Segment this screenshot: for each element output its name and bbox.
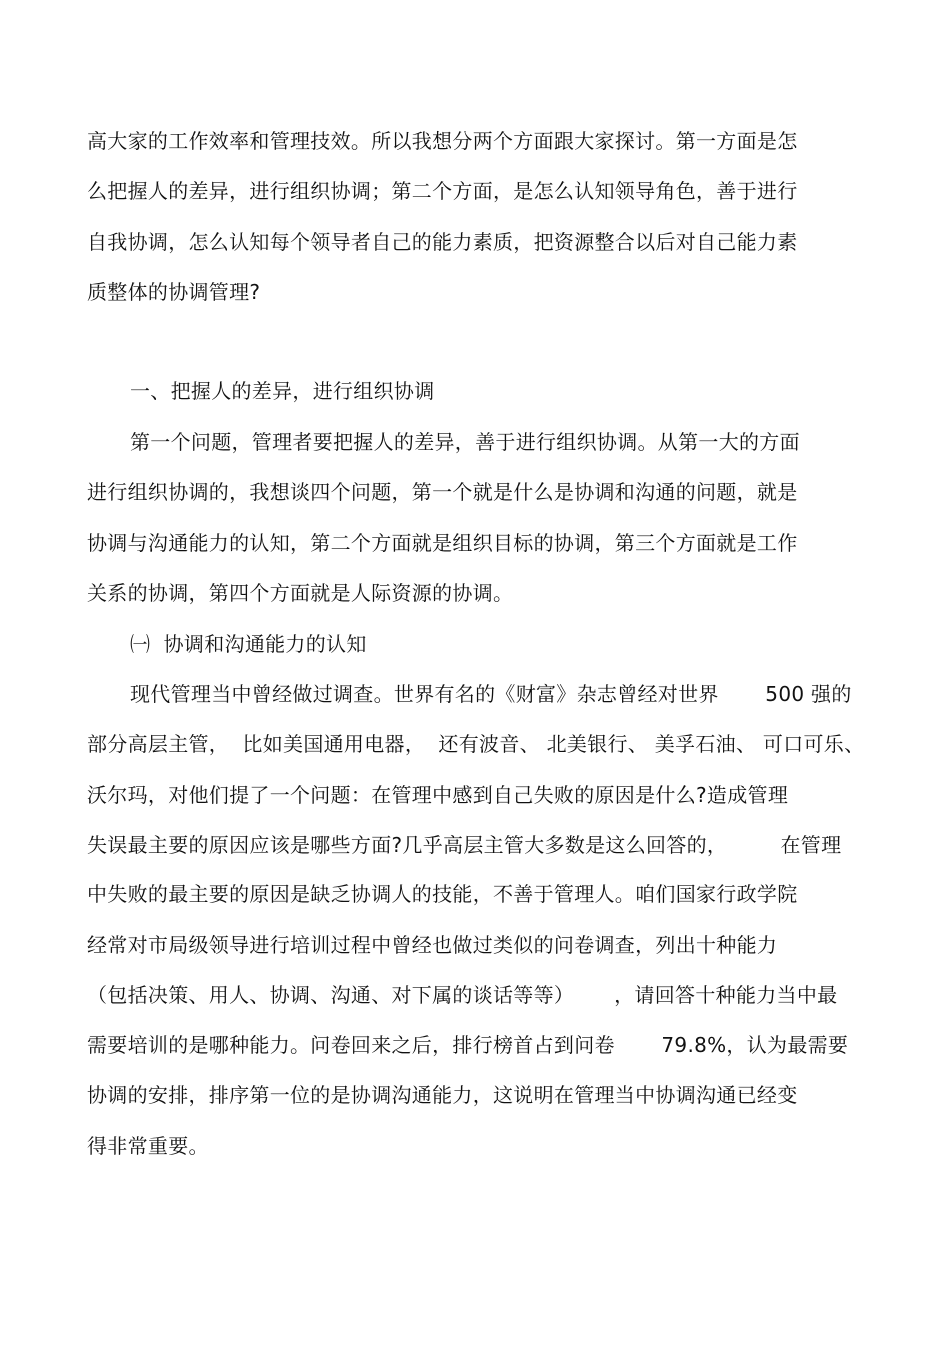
paragraph-line: 中失败的最主要的原因是缺乏协调人的技能，不善于管理人。咱们国家行政学院: [87, 882, 798, 906]
subsection-heading: ㈠ 协调和沟通能力的认知: [130, 632, 367, 656]
paragraph-line: 自我协调，怎么认知每个领导者自己的能力素质，把资源整合以后对自己能力素: [87, 230, 798, 254]
paragraph-line: 质整体的协调管理?: [87, 280, 261, 304]
paragraph-line: 关系的协调，第四个方面就是人际资源的协调。: [87, 581, 514, 605]
paragraph-line: 么把握人的差异，进行组织协调；第二个方面，是怎么认知领导角色，善于进行: [87, 179, 798, 203]
paragraph-line: 第一个问题，管理者要把握人的差异，善于进行组织协调。从第一大的方面: [130, 430, 800, 454]
section-heading: 一、把握人的差异，进行组织协调: [130, 379, 435, 403]
paragraph-line: 沃尔玛，对他们提了一个问题：在管理中感到自己失败的原因是什么?造成管理: [87, 783, 789, 807]
paragraph-line: 高大家的工作效率和管理技效。所以我想分两个方面跟大家探讨。第一方面是怎: [87, 129, 798, 153]
paragraph-line: （包括决策、用人、协调、沟通、对下属的谈话等等） ，请回答十种能力当中最: [87, 983, 838, 1007]
paragraph-line: 经常对市局级领导进行培训过程中曾经也做过类似的问卷调查，列出十种能力: [87, 933, 778, 957]
paragraph-line: 需要培训的是哪种能力。问卷回来之后，排行榜首占到问卷 79.8%，认为最需要: [87, 1033, 849, 1057]
paragraph-line: 得非常重要。: [87, 1134, 209, 1158]
paragraph-line: 部分高层主管， 比如美国通用电器， 还有波音、 北美银行、 美孚石油、 可口可乐、: [87, 732, 865, 756]
paragraph-line: 现代管理当中曾经做过调查。世界有名的《财富》杂志曾经对世界 500 强的: [130, 682, 852, 706]
paragraph-line: 协调与沟通能力的认知，第二个方面就是组织目标的协调，第三个方面就是工作: [87, 531, 798, 555]
paragraph-line: 失误最主要的原因应该是哪些方面?几乎高层主管大多数是这么回答的， 在管理: [87, 833, 842, 857]
paragraph-line: 进行组织协调的，我想谈四个问题，第一个就是什么是协调和沟通的问题，就是: [87, 480, 798, 504]
paragraph-line: 协调的安排，排序第一位的是协调沟通能力，这说明在管理当中协调沟通已经变: [87, 1083, 798, 1107]
